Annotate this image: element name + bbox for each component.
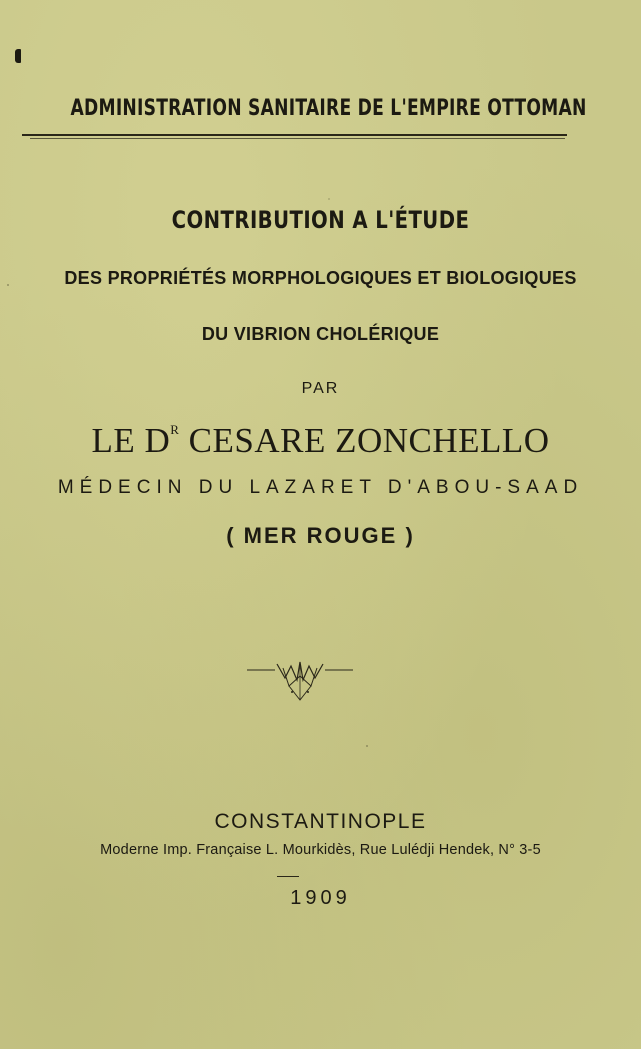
title-line-3: DU VIBRION CHOLÉRIQUE	[201, 324, 440, 344]
author-location: ( MER ROUGE )	[226, 523, 415, 548]
author-position: MÉDECIN DU LAZARET D'ABOU-SAAD	[57, 477, 584, 498]
author-prefix: LE D	[91, 421, 171, 460]
author-name	[0, 421, 641, 461]
header-rule-top	[22, 134, 567, 136]
author-full-name: CESARE ZONCHELLO	[188, 421, 550, 460]
title-line-1: CONTRIBUTION A L'ÉTUDE	[171, 206, 470, 234]
administration-header: ADMINISTRATION SANITAIRE DE L'EMPIRE OTTOMAN	[70, 96, 587, 121]
imprint-city: CONSTANTINOPLE	[214, 810, 427, 833]
paper-speck	[7, 284, 9, 286]
ink-mark	[15, 49, 21, 63]
author-superscript: R	[170, 422, 180, 437]
header-rule-bottom	[30, 138, 565, 139]
imprint-rule	[277, 876, 299, 877]
par-label: PAR	[301, 380, 340, 397]
imprint-printer: Moderne Imp. Française L. Mourkidès, Rue Lulédji Hendek, N° 3-5	[100, 842, 541, 858]
printer-ornament-icon	[245, 656, 355, 704]
paper-speck	[328, 198, 330, 200]
title-line-2: DES PROPRIÉTÉS MORPHOLOGIQUES ET BIOLOGIQUES	[64, 268, 577, 288]
paper-speck	[366, 745, 368, 747]
imprint-year: 1909	[290, 887, 351, 909]
